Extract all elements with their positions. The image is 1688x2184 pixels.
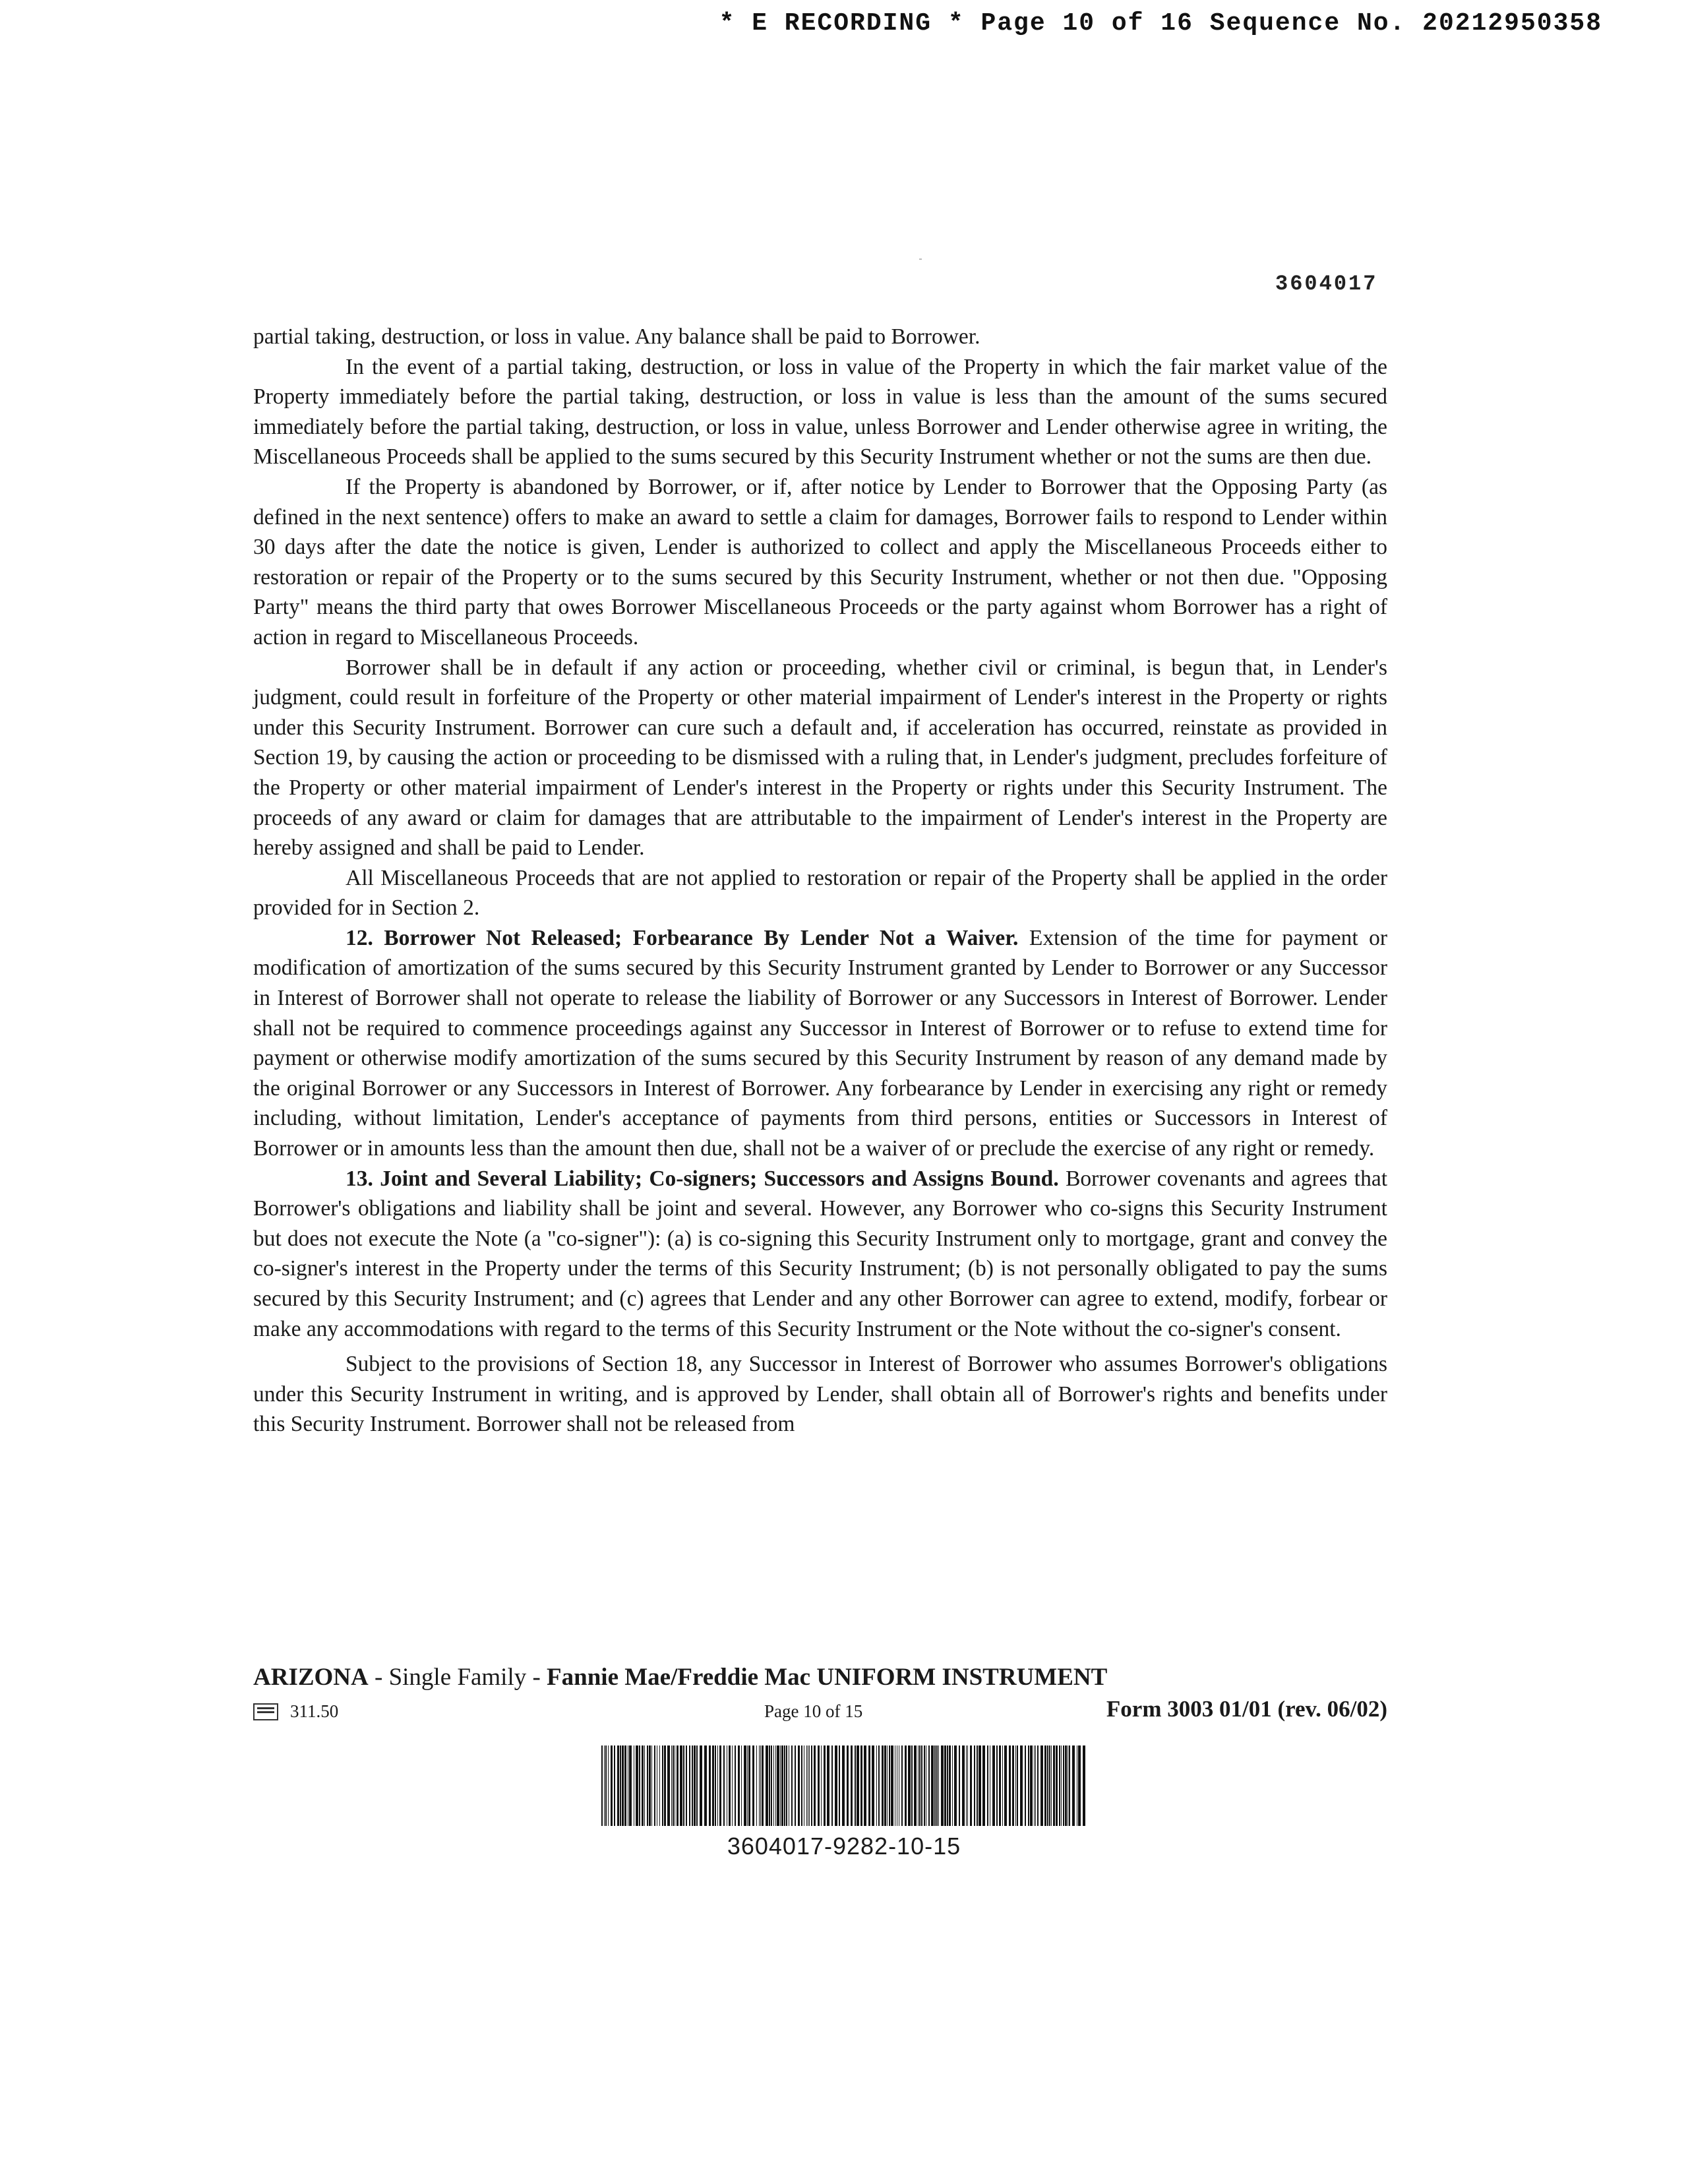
footer-separator: - Single Family - (368, 1664, 547, 1691)
scan-speck (919, 258, 922, 260)
loan-number: 3604017 (1275, 272, 1378, 296)
barcode-block (601, 1745, 1087, 1860)
recording-stamp: * E RECORDING * Page 10 of 16 Sequence No. 20212950358 (719, 9, 1602, 38)
vendor-logo-icon (253, 1703, 278, 1720)
document-body (253, 322, 1387, 1440)
footer-version: 311.50 (290, 1701, 339, 1721)
footer-program: Fannie Mae/Freddie Mac UNIFORM INSTRUMENT (547, 1664, 1108, 1691)
section-12 (253, 923, 1387, 1164)
footer-version-group (253, 1701, 338, 1722)
section-13-text: Borrower covenants and agrees that Borrower's obligations and liability shall be joint and several. However, any Borrower who co-signs this Security Instrument but does not execute the Note (a "co-signer"): (a) is co-signing this Security Instrument only to mortgage, grant and convey the co-signer's interest in the Property under the terms of this Security Instrument; (b) is not personally obligated to pay the sums secured by this Security Instrument; and (c) agrees that Lender and any other Borrower can agree to extend, modify, forbear or make any accommodations with regard to the terms of this Security Instrument or the Note without the co-signer's consent. (253, 1166, 1387, 1341)
paragraph-default: Borrower shall be in default if any action or proceeding, whether civil or criminal, is begun that, in Lender's judgment, could result in forfeiture of the Property or other material impairment of Lender's interest in the Property or rights under this Security Instrument. Borrower can cure such a default and, if acceleration has occurred, reinstate as provided in Section 19, by causing the action or proceeding to be dismissed with a ruling that, in Lender's judgment, precludes forfeiture of the Property or other material impairment of Lender's interest in the Property or rights under this Security Instrument. The proceeds of any award or claim for damages that are attributable to the impairment of Lender's interest in the Property are hereby assigned and shall be paid to Lender. (253, 655, 1387, 861)
footer-page-number: Page 10 of 15 (764, 1701, 863, 1721)
section-13 (253, 1164, 1387, 1345)
footer-state: ARIZONA (253, 1664, 369, 1691)
barcode-number: 3604017-9282-10-15 (727, 1833, 961, 1860)
paragraph-continuation: partial taking, destruction, or loss in value. Any balance shall be paid to Borrower. (253, 324, 980, 349)
footer-title (253, 1663, 1387, 1692)
section-12-heading: 12. Borrower Not Released; Forbearance By Lender Not a Waiver. (346, 925, 1019, 950)
paragraph-abandoned-property: If the Property is abandoned by Borrower, or if, after notice by Lender to Borrower that the Opposing Party (as defined in the next sentence) offers to make an award to settle a claim for damages, Borrower fails to respond to Lender within 30 days after the date the notice is given, Lender is authorized to collect and apply the Miscellaneous Proceeds either to restoration or repair of the Property or to the sums secured by this Security Instrument, whether or not then due. "Opposing Party" means the third party that owes Borrower Miscellaneous Proceeds or the party against whom Borrower has a right of action in regard to Miscellaneous Proceeds. (253, 474, 1387, 650)
form-footer (253, 1663, 1387, 1725)
paragraph-successor: Subject to the provisions of Section 18, any Successor in Interest of Borrower who assumes Borrower's obligations under this Security Instrument in writing, and is approved by Lender, shall obtain all of Borrower's rights and benefits under this Security Instrument. Borrower shall not be released from (253, 1352, 1387, 1437)
footer-form-number: Form 3003 01/01 (rev. 06/02) (1106, 1696, 1387, 1722)
footer-meta (253, 1696, 1387, 1725)
paragraph-miscellaneous-proceeds: All Miscellaneous Proceeds that are not applied to restoration or repair of the Property shall be applied in the order provided for in Section 2. (253, 865, 1387, 921)
section-12-text: Extension of the time for payment or modification of amortization of the sums secured by this Security Instrument granted by Lender to Borrower or any Successor in Interest of Borrower shall not operate to release the liability of Borrower or any Successors in Interest of Borrower. Lender shall not be required to commence proceedings against any Successor in Interest of Borrower or to refuse to extend time for payment or otherwise modify amortization of the sums secured by this Security Instrument by reason of any demand made by the original Borrower or any Successors in Interest of Borrower. Any forbearance by Lender in exercising any right or remedy including, without limitation, Lender's acceptance of payments from third persons, entities or Successors in Interest of Borrower or in amounts less than the amount then due, shall not be a waiver of or preclude the exercise of any right or remedy. (253, 925, 1387, 1161)
paragraph-partial-taking: In the event of a partial taking, destruction, or loss in value of the Property in which the fair market value of the Property immediately before the partial taking, destruction, or loss in value is less than the amount of the sums secured immediately before the partial taking, destruction, or loss in value, unless Borrower and Lender otherwise agree in writing, the Miscellaneous Proceeds shall be applied to the sums secured by this Security Instrument whether or not the sums are then due. (253, 354, 1387, 470)
section-13-heading: 13. Joint and Several Liability; Co-signers; Successors and Assigns Bound. (346, 1166, 1059, 1191)
barcode-icon (601, 1745, 1087, 1826)
